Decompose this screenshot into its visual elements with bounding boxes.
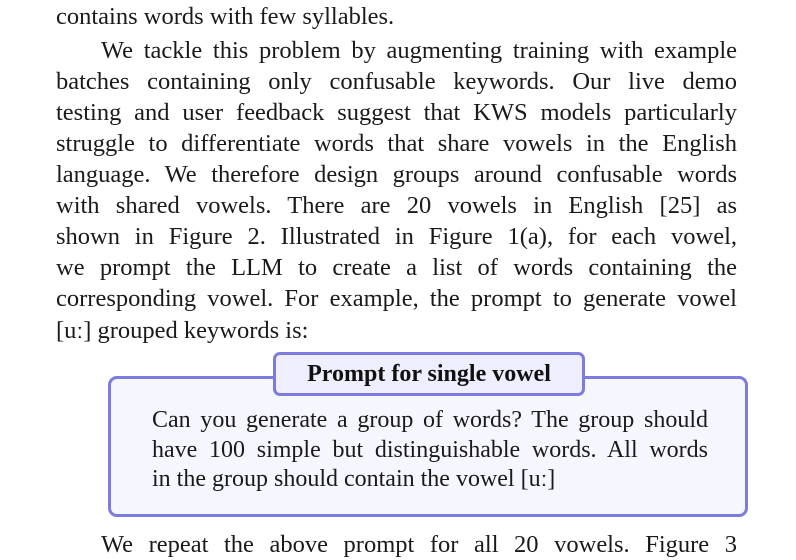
text-line: we prompt the LLM to create a list of words containing the: [56, 254, 737, 281]
prompt-box-title: Prompt for single vowel: [273, 352, 585, 396]
text-line: struggle to differentiate words that share vowels in the English: [56, 130, 737, 157]
text-line: language. We therefore design groups around confusable words: [56, 161, 737, 188]
prompt-text-line: have 100 simple but distinguishable words. All words: [152, 437, 708, 463]
text-line: [uː] grouped keywords is:: [56, 317, 309, 344]
text-line: testing and user feedback suggest that KWS models particularly: [56, 99, 737, 126]
text-line: with shared vowels. There are 20 vowels in English [25] as: [56, 192, 737, 219]
text-line: contains words with few syllables.: [56, 3, 395, 30]
text-line: batches containing only confusable keywords. Our live demo: [56, 68, 737, 95]
text-line: We repeat the above prompt for all 20 vowels. Figure 3: [101, 531, 737, 558]
prompt-text-line: Can you generate a group of words? The group should: [152, 407, 708, 433]
text-line: We tackle this problem by augmenting training with example: [101, 37, 737, 64]
text-line: corresponding vowel. For example, the prompt to generate vowel: [56, 285, 737, 312]
prompt-text-line: in the group should contain the vowel [uː]: [152, 466, 556, 492]
text-line: shown in Figure 2. Illustrated in Figure 1(a), for each vowel,: [56, 223, 737, 250]
